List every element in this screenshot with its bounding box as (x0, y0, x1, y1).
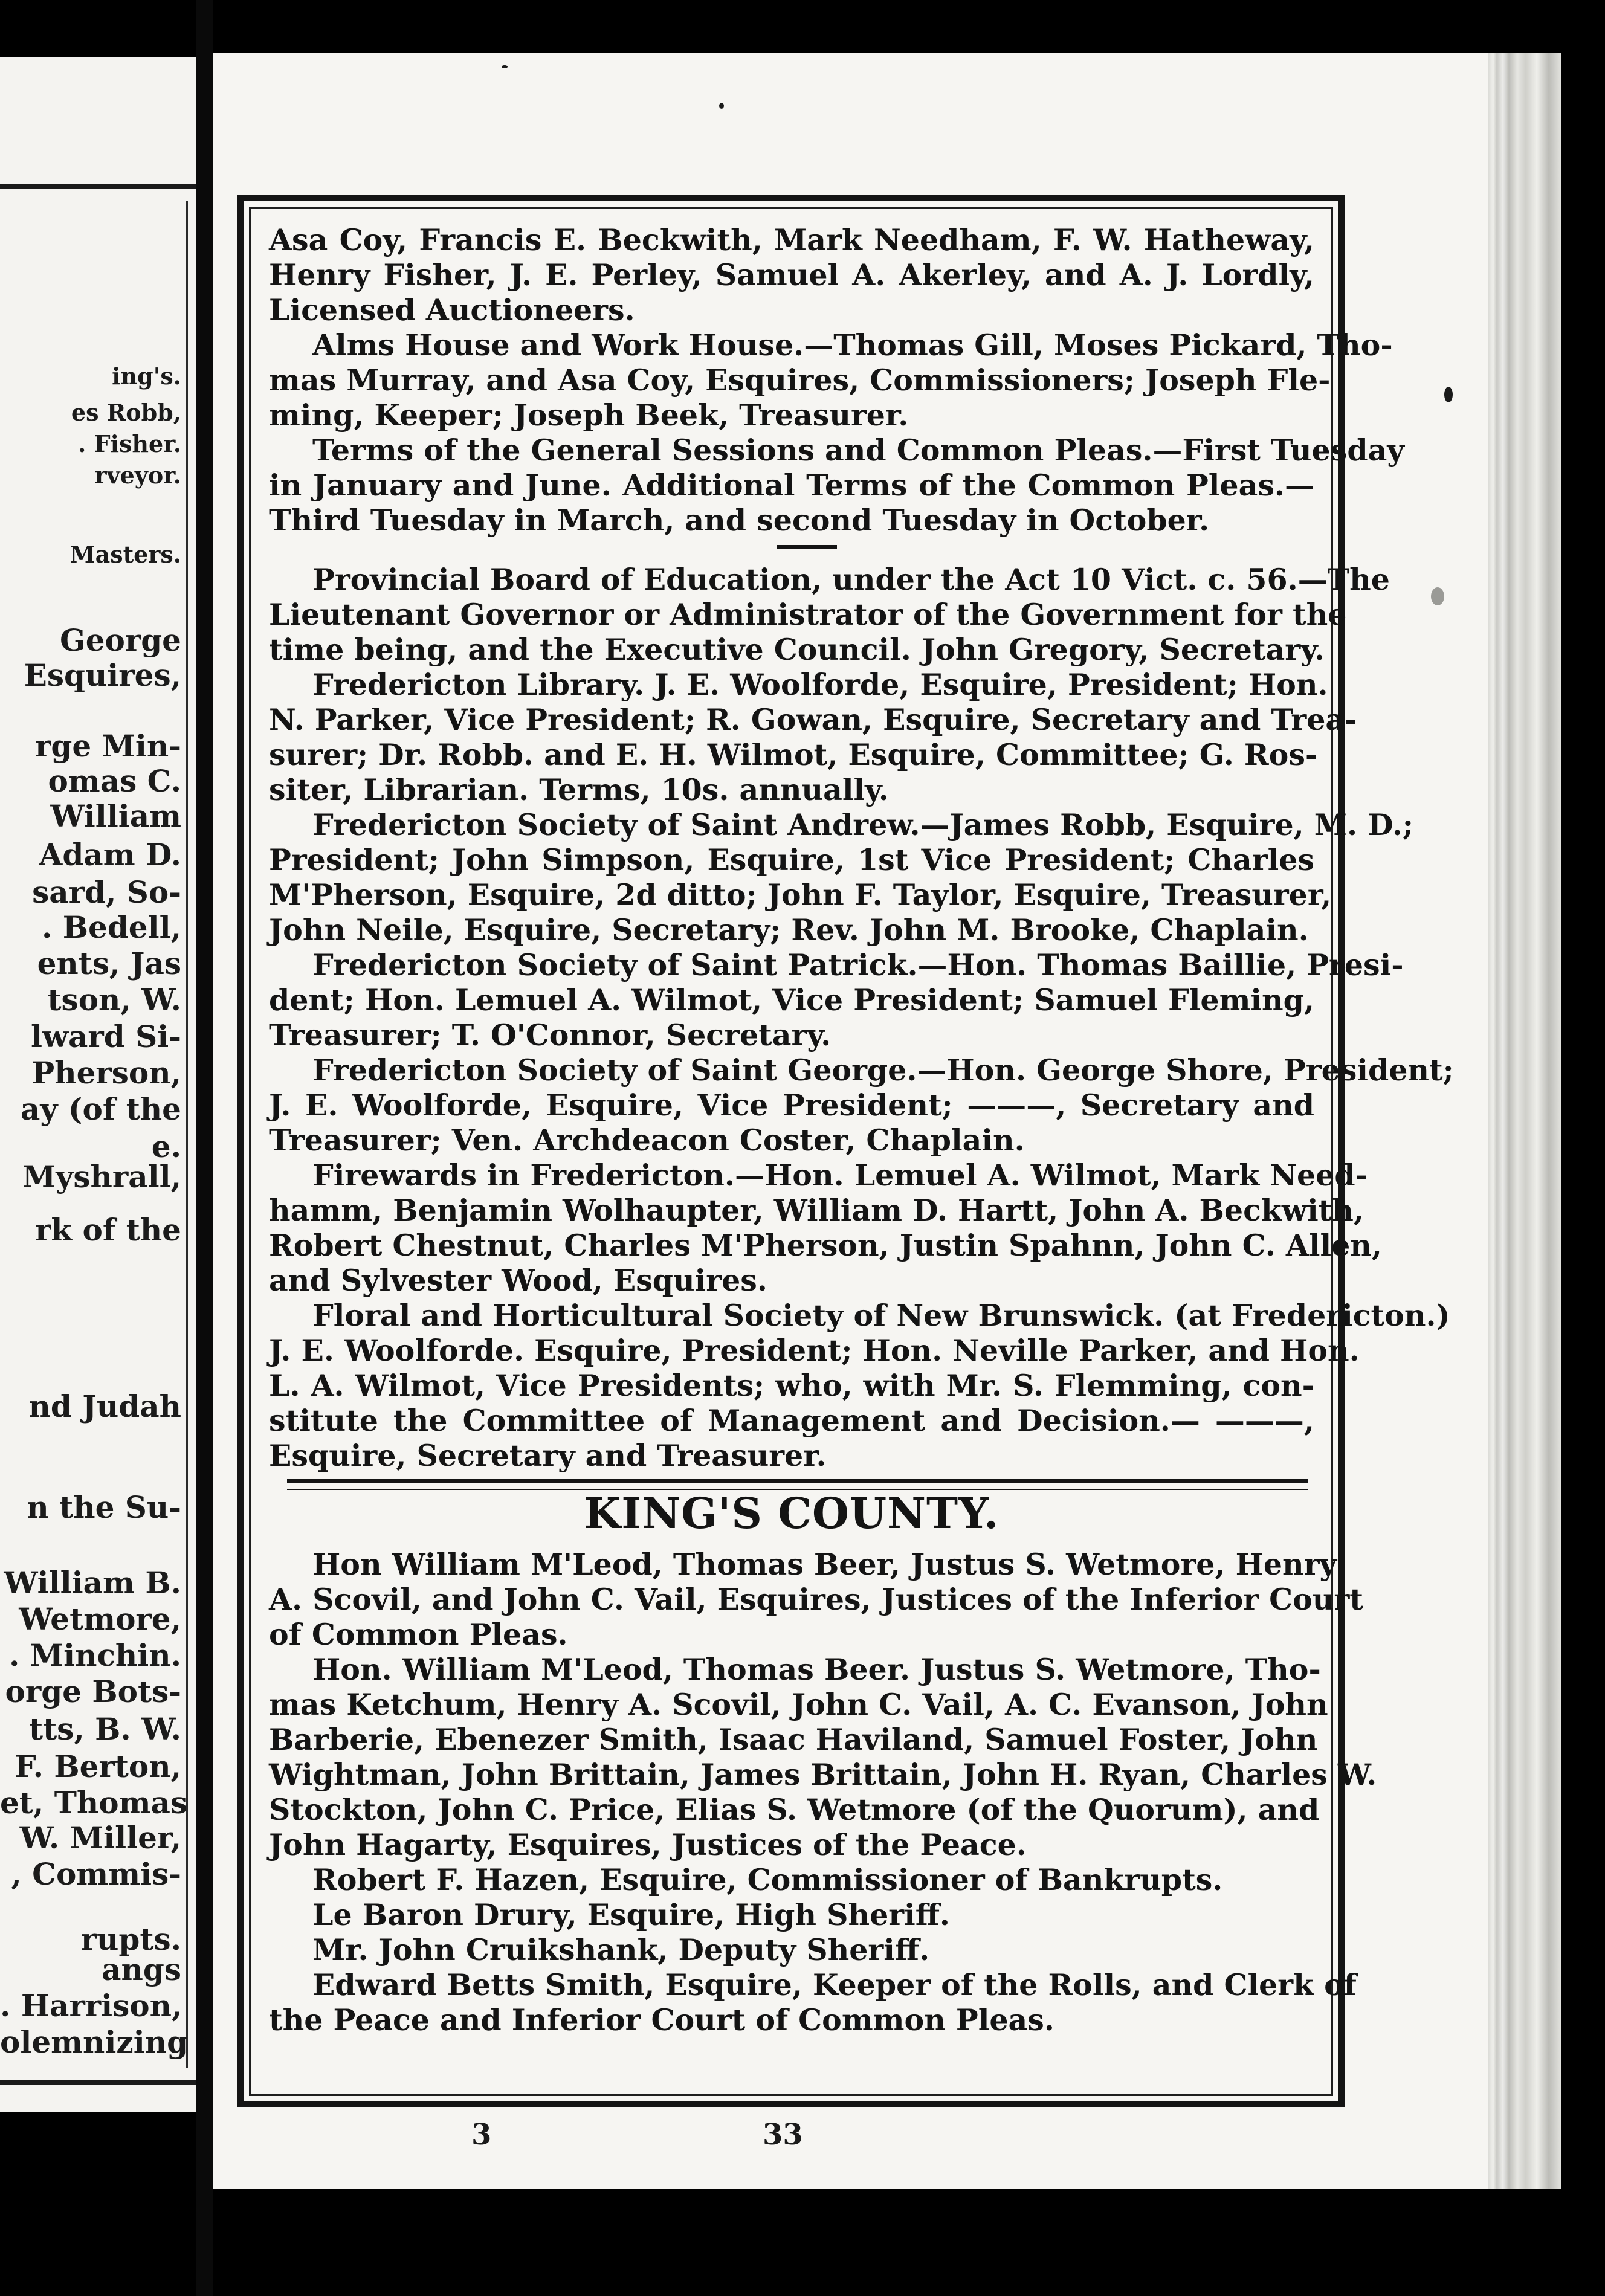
text-line: Hon William M'Leod, Thomas Beer, Justus S. Wetmore, Henry (312, 1547, 1337, 1582)
text-line: Third Tuesday in March, and second Tuesday in October. (269, 503, 1210, 538)
left-page-line: . Fisher. (78, 430, 181, 457)
text-line: A. Scovil, and John C. Vail, Esquires, Justices of the Inferior Court (269, 1582, 1363, 1617)
left-page-line: Adam D. (39, 837, 181, 872)
text-line: surer; Dr. Robb. and E. H. Wilmot, Esquire, Committee; G. Ros- (269, 737, 1318, 772)
text-line: Edward Betts Smith, Esquire, Keeper of the Rolls, and Clerk of (312, 1967, 1357, 2002)
text-line: Lieutenant Governor or Administrator of the Government for the (269, 597, 1347, 632)
left-page-line: ents, Jas (37, 946, 181, 981)
text-line: President; John Simpson, Esquire, 1st Vice President; Charles (269, 842, 1314, 877)
text-line: John Hagarty, Esquires, Justices of the Peace. (269, 1827, 1027, 1862)
text-line: Robert Chestnut, Charles M'Pherson, Justin Spahnn, John C. Allen, (269, 1228, 1382, 1263)
left-page-line: rupts. (80, 1921, 181, 1957)
left-page-line: W. Miller, (19, 1820, 181, 1856)
text-line: Fredericton Library. J. E. Woolforde, Esquire, President; Hon. (312, 667, 1328, 702)
left-page-line: olemnizing (0, 2024, 189, 2060)
left-page-line: rge Min- (35, 728, 181, 764)
text-line: Esquire, Secretary and Treasurer. (269, 1438, 827, 1473)
text-line: Fredericton Society of Saint Andrew.—James Robb, Esquire, M. D.; (312, 807, 1414, 842)
text-line: J. E. Woolforde. Esquire, President; Hon. Neville Parker, and Hon. (269, 1333, 1360, 1368)
text-line: Barberie, Ebenezer Smith, Isaac Haviland, Samuel Foster, John (269, 1722, 1318, 1757)
left-page-line: , Commis- (11, 1856, 181, 1892)
left-page-line: George (60, 622, 181, 658)
signature-mark: 3 (471, 2118, 492, 2152)
separator-rule (777, 545, 837, 549)
left-page-line: . Harrison, (0, 1988, 182, 2024)
text-line: J. E. Woolforde, Esquire, Vice President; ———, Secretary and (269, 1088, 1314, 1123)
ink-speck (1444, 387, 1453, 402)
left-page-line: William B. (4, 1565, 181, 1601)
text-line: dent; Hon. Lemuel A. Wilmot, Vice President; Samuel Fleming, (269, 982, 1314, 1017)
text-line: mas Ketchum, Henry A. Scovil, John C. Vail, A. C. Evanson, John (269, 1687, 1328, 1722)
text-line: Firewards in Fredericton.—Hon. Lemuel A. Wilmot, Mark Need- (312, 1158, 1368, 1193)
text-line: Fredericton Society of Saint Patrick.—Hon. Thomas Baillie, Presi- (312, 947, 1404, 982)
left-page-line: Masters. (69, 541, 181, 568)
text-line: Henry Fisher, J. E. Perley, Samuel A. Akerley, and A. J. Lordly, (269, 257, 1314, 292)
left-page-line: Esquires, (24, 657, 181, 693)
left-page-line: Pherson, (31, 1055, 181, 1091)
ink-speck (719, 103, 724, 109)
left-page-line: ay (of the (20, 1091, 181, 1127)
text-line: the Peace and Inferior Court of Common Pleas. (269, 2002, 1054, 2037)
text-line: Floral and Horticultural Society of New Brunswick. (at Fredericton.) (312, 1298, 1450, 1333)
text-line: Treasurer; T. O'Connor, Secretary. (269, 1017, 832, 1053)
left-page-line: Wetmore, (19, 1601, 181, 1637)
text-line: M'Pherson, Esquire, 2d ditto; John F. Taylor, Esquire, Treasurer, (269, 877, 1332, 912)
text-line: Stockton, John C. Price, Elias S. Wetmore (of the Quorum), and (269, 1792, 1320, 1827)
left-page-line: es Robb, (71, 399, 181, 426)
text-line: Terms of the General Sessions and Common Pleas.—First Tuesday (312, 433, 1404, 468)
text-line: siter, Librarian. Terms, 10s. annually. (269, 772, 889, 807)
left-page-line: omas C. (48, 763, 181, 799)
left-page-line: Myshrall, (22, 1159, 181, 1195)
left-page-line: tson, W. (47, 982, 181, 1017)
text-line: Wightman, John Brittain, James Brittain, John H. Ryan, Charles W. (269, 1757, 1377, 1792)
left-page-line: ing's. (112, 363, 181, 390)
left-page-line: William (50, 798, 181, 834)
left-page-line: tts, B. W. (28, 1711, 181, 1747)
text-line: hamm, Benjamin Wolhaupter, William D. Hartt, John A. Beckwith, (269, 1193, 1364, 1228)
text-line: Robert F. Hazen, Esquire, Commissioner of Bankrupts. (312, 1862, 1223, 1897)
ink-speck (1431, 587, 1444, 605)
text-line: N. Parker, Vice President; R. Gowan, Esquire, Secretary and Trea- (269, 702, 1357, 737)
left-page-line: et, Thomas (0, 1785, 188, 1820)
text-line: Alms House and Work House.—Thomas Gill, Moses Pickard, Tho- (312, 327, 1393, 363)
text-line: stitute the Committee of Management and Decision.— ———, (269, 1403, 1314, 1438)
page-edges (1488, 53, 1561, 2189)
left-page-line: F. Berton, (15, 1749, 181, 1784)
text-line: John Neile, Esquire, Secretary; Rev. John M. Brooke, Chaplain. (269, 912, 1309, 947)
text-line: Treasurer; Ven. Archdeacon Coster, Chaplain. (269, 1123, 1025, 1158)
text-line: Hon. William M'Leod, Thomas Beer. Justus S. Wetmore, Tho- (312, 1652, 1321, 1687)
left-page-line: n the Su- (27, 1489, 181, 1525)
text-line: Le Baron Drury, Esquire, High Sheriff. (312, 1897, 950, 1932)
left-page-line: nd Judah (28, 1388, 181, 1424)
section-heading-kings-county: KING'S COUNTY. (584, 1488, 999, 1538)
left-page-line: sard, So- (32, 874, 181, 910)
left-page-line: rveyor. (94, 462, 181, 489)
text-line: time being, and the Executive Council. John Gregory, Secretary. (269, 632, 1325, 667)
text-line: of Common Pleas. (269, 1617, 568, 1652)
left-page-line: lward Si- (31, 1019, 181, 1054)
left-page-line: orge Bots- (5, 1674, 181, 1709)
text-line: Mr. John Cruikshank, Deputy Sheriff. (312, 1932, 930, 1967)
text-line: in January and June. Additional Terms of the Common Pleas.— (269, 468, 1314, 503)
text-line: and Sylvester Wood, Esquires. (269, 1263, 767, 1298)
text-line: mas Murray, and Asa Coy, Esquires, Commissioners; Joseph Fle- (269, 363, 1331, 398)
page-number: 33 (763, 2118, 803, 2152)
text-line: Licensed Auctioneers. (269, 292, 635, 327)
text-line: Provincial Board of Education, under the Act 10 Vict. c. 56.—The (312, 562, 1390, 597)
left-page-line: angs (102, 1952, 181, 1987)
text-line: L. A. Wilmot, Vice Presidents; who, with Mr. S. Flemming, con- (269, 1368, 1314, 1403)
left-page-line: rk of the (35, 1212, 181, 1248)
text-line: Fredericton Society of Saint George.—Hon. George Shore, President; (312, 1053, 1454, 1088)
text-line: ming, Keeper; Joseph Beek, Treasurer. (269, 398, 909, 433)
left-page-line: . Bedell, (41, 909, 181, 945)
text-line: Asa Coy, Francis E. Beckwith, Mark Needham, F. W. Hatheway, (269, 222, 1314, 257)
book-gutter (196, 0, 213, 2296)
left-page-line: . Minchin. (8, 1637, 181, 1673)
left-page-line: e. (151, 1129, 181, 1164)
ink-speck (502, 65, 508, 68)
